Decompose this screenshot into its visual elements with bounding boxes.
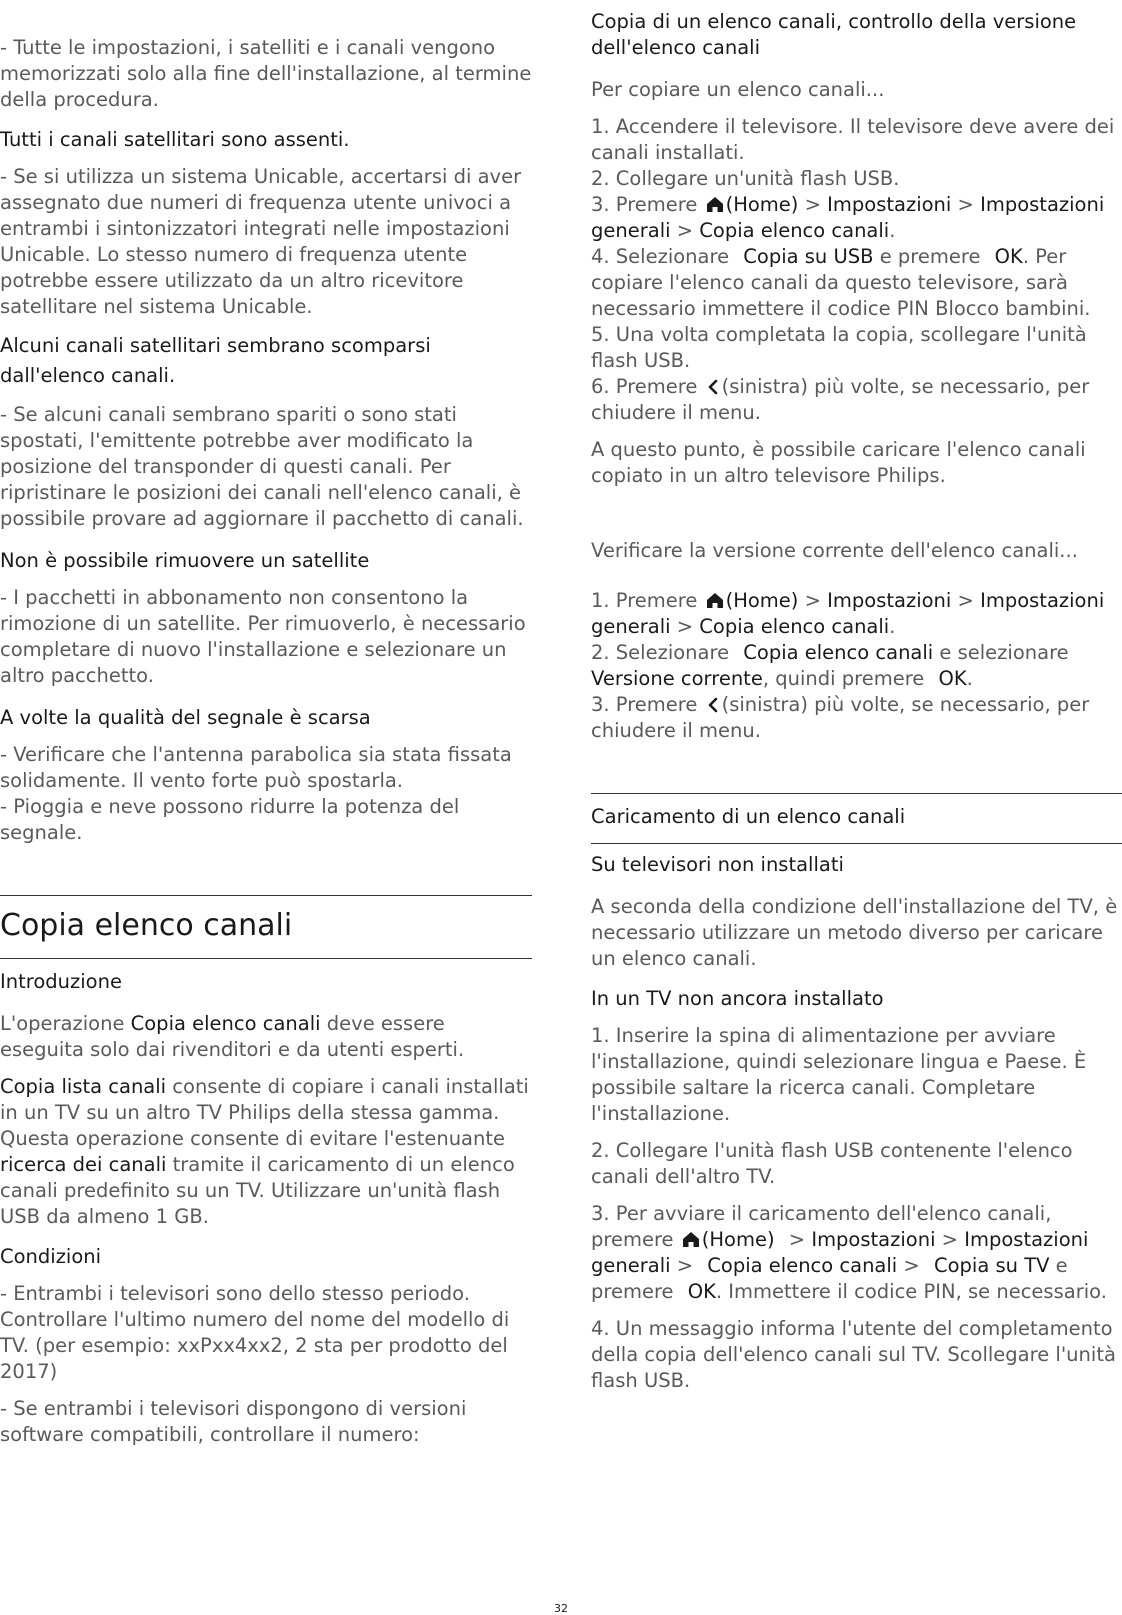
term-copy-channel-list: Copia elenco canali: [130, 1012, 321, 1035]
load-step-4: 4. Un messaggio informa l'utente del completamento della copia dell'elenco canali sul TV. Scollegare l'unità flash USB.: [591, 1317, 1116, 1392]
section-title: Copia elenco canali: [0, 908, 293, 943]
heading-channels-absent: Tutti i canali satellitari sono assenti.: [0, 128, 350, 151]
heading-not-yet-installed: In un TV non ancora installato: [591, 987, 884, 1010]
copy-step-4: 4. Selezionare Copia su USB e premere OK. Per copiare l'elenco canali da questo televisore, sarà necessario immettere il codice PIN Blocco bambini.: [591, 245, 1091, 320]
heading-channels-missing: Alcuni canali satellitari sembrano scomparsi dall'elenco canali.: [0, 334, 431, 387]
term-copy-list: Copia lista canali: [0, 1075, 167, 1098]
verify-paragraph: Verificare la versione corrente dell'elenco canali...: [591, 539, 1078, 562]
to-copy-paragraph: Per copiare un elenco canali...: [591, 78, 885, 101]
home-icon: [706, 196, 724, 213]
heading-copy-list-version: Copia di un elenco canali, controllo della versione dell'elenco canali: [591, 10, 1077, 59]
left-column: [0, 0, 532, 1459]
copy-step-5: 5. Una volta completata la copia, scollegare l'unità flash USB.: [591, 323, 1087, 372]
copy-step-6: 6. Premere (sinistra) più volte, se necessario, per chiudere il menu.: [591, 375, 1090, 424]
heading-conditions: Condizioni: [0, 1245, 102, 1268]
copy-list-paragraph: Copia lista canali consente di copiare i canali installati in un TV su un altro TV Philips della stessa gamma. Questa operazione consente di evitare l'estenuante ricerca dei canali tramite il caricamento di un elenco canali predefinito su un TV. Utilizzare un'unità flash USB da almeno 1 GB.: [0, 1075, 529, 1228]
page-number: 32: [554, 1602, 568, 1615]
antenna-paragraph: - Verificare che l'antenna parabolica sia stata fissata solidamente. Il vento forte può spostarla.: [0, 743, 512, 792]
heading-remove-satellite: Non è possibile rimuovere un satellite: [0, 549, 370, 572]
load-step-1: 1. Inserire la spina di alimentazione per avviare l'installazione, quindi selezionare lingua e Paese. È possibile saltare la ricerca canali. Completare l'installazione.: [591, 1024, 1087, 1125]
copy-step-3: 3. Premere (Home) > Impostazioni > Impostazioni generali > Copia elenco canali.: [591, 193, 1105, 242]
heading-signal-quality: A volte la qualità del segnale è scarsa: [0, 706, 371, 729]
term-channel-search: ricerca dei canali: [0, 1153, 167, 1176]
chevron-left-icon: [706, 379, 720, 395]
chevron-left-icon: [706, 697, 720, 713]
verify-step-1: 1. Premere (Home) > Impostazioni > Impostazioni generali > Copia elenco canali.: [591, 589, 1105, 638]
rain-paragraph: - Pioggia e neve possono ridurre la potenza del segnale.: [0, 795, 460, 844]
copy-step-1: 1. Accendere il televisore. Il televisore deve avere dei canali installati.: [591, 115, 1115, 164]
home-icon: [682, 1231, 700, 1248]
load-divider-top: [591, 793, 1122, 794]
condition-1: - Entrambi i televisori sono dello stesso periodo. Controllare l'ultimo numero del nome del modello di TV. (per esempio: xxPxx4xx2, 2 sta per prodotto del 2017): [0, 1282, 510, 1383]
load-divider-bottom: [591, 843, 1122, 844]
operation-paragraph: L'operazione Copia elenco canali deve essere eseguita solo dai rivenditori e da utenti esperti.: [0, 1012, 465, 1061]
verify-step-2: 2. Selezionare Copia elenco canali e selezionare Versione corrente, quindi premere OK.: [591, 641, 1069, 690]
copy-steps: [591, 114, 1122, 426]
subscription-paragraph: - I pacchetti in abbonamento non consentono la rimozione di un satellite. Per rimuoverlo, è necessario completare di nuovo l'installazione e selezionare un altro pacchetto.: [0, 586, 526, 687]
load-step-3: 3. Per avviare il caricamento dell'elenco canali, premere (Home) > Impostazioni > Impostazioni generali > Copia elenco canali > Copia su TV e premere OK. Immettere il codice PIN, se necessario.: [591, 1202, 1107, 1303]
condition-2: - Se entrambi i televisori dispongono di versioni software compatibili, controllare il numero:: [0, 1397, 467, 1446]
verify-step-3: 3. Premere (sinistra) più volte, se necessario, per chiudere il menu.: [591, 693, 1090, 742]
load-step-2: 2. Collegare l'unità flash USB contenente l'elenco canali dell'altro TV.: [591, 1139, 1073, 1188]
intro-paragraph: - Tutte le impostazioni, i satelliti e i canali vengono memorizzati solo alla fine dell'installazione, al termine della procedura.: [0, 36, 532, 111]
section-divider-top: [0, 895, 532, 896]
heading-introduction: Introduzione: [0, 970, 122, 993]
now-paragraph: A questo punto, è possibile caricare l'elenco canali copiato in un altro televisore Philips.: [591, 438, 1086, 487]
verify-steps: [591, 588, 1122, 744]
section-divider-bottom: [0, 958, 532, 959]
copy-step-2: 2. Collegare un'unità flash USB.: [591, 167, 900, 190]
heading-loading: Caricamento di un elenco canali: [591, 805, 906, 828]
heading-not-installed: Su televisori non installati: [591, 853, 844, 876]
depending-paragraph: A seconda della condizione dell'installazione del TV, è necessario utilizzare un metodo diverso per caricare un elenco canali.: [591, 895, 1118, 970]
unicable-paragraph: - Se si utilizza un sistema Unicable, accertarsi di aver assegnato due numeri di frequenza utente univoci a entrambi i sintonizzatori integrati nelle impostazioni Unicable. Lo stesso numero di frequenza utente potrebbe essere utilizzato da un altro ricevitore satellitare nel sistema Unicable.: [0, 165, 522, 318]
missing-paragraph: - Se alcuni canali sembrano spariti o sono stati spostati, l'emittente potrebbe aver modificato la posizione del transponder di questi canali. Per ripristinare le posizioni dei canali nell'elenco canali, è possibile provare ad aggiornare il pacchetto di canali.: [0, 403, 524, 530]
right-column: [591, 0, 1122, 1405]
home-icon: [706, 592, 724, 609]
